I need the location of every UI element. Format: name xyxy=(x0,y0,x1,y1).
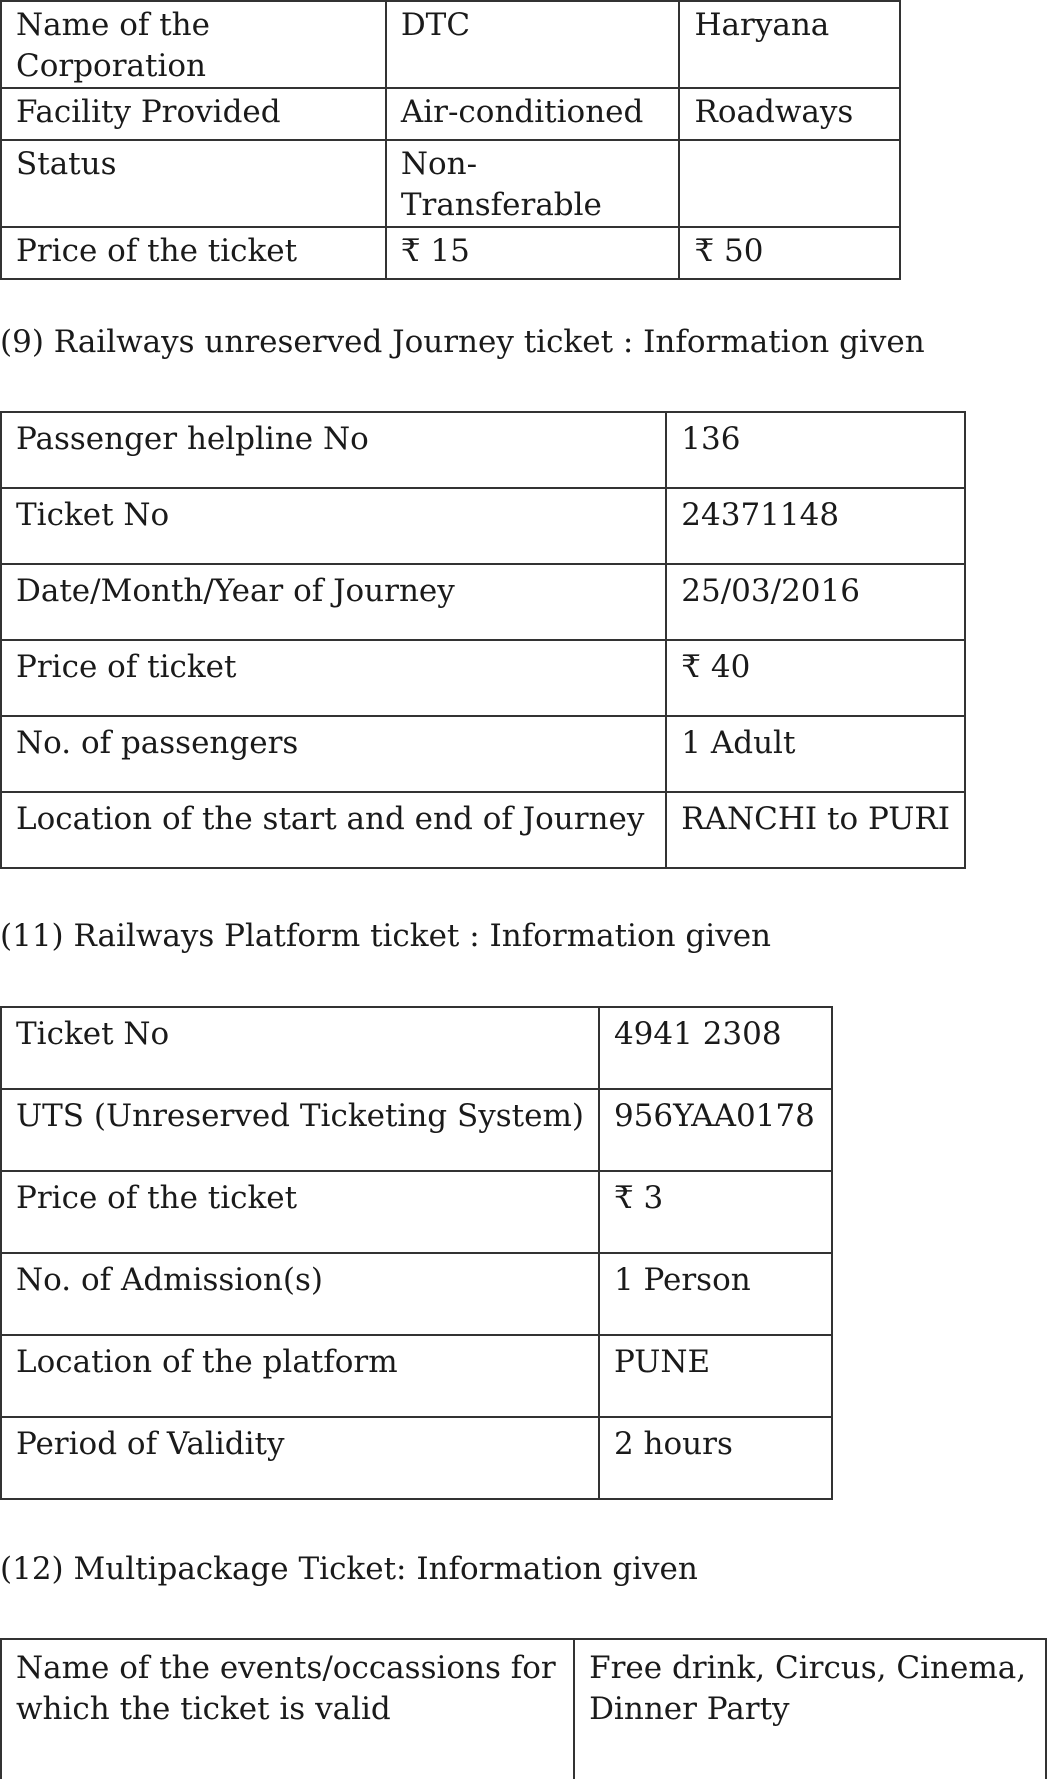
railway-journey-ticket-table xyxy=(0,411,966,869)
table-row xyxy=(1,1639,1046,1779)
section-9-caption: (9) Railways unreserved Journey ticket : Information given xyxy=(0,324,925,360)
corporation-table xyxy=(0,0,901,280)
table-cell: 4941 2308 xyxy=(599,1007,832,1089)
table-row xyxy=(1,564,965,640)
table-cell: Status xyxy=(1,140,386,227)
table-row xyxy=(1,640,965,716)
table-cell: ₹ 50 xyxy=(679,227,900,279)
table-cell: Roadways xyxy=(679,88,900,140)
table-cell: 2 hours xyxy=(599,1417,832,1499)
table-cell: Location of the platform xyxy=(1,1335,599,1417)
table-row xyxy=(1,1253,832,1335)
table-cell: 136 xyxy=(666,412,965,488)
section-11-caption: (11) Railways Platform ticket : Information given xyxy=(0,918,772,954)
table-cell: Ticket No xyxy=(1,1007,599,1089)
table-cell: No. of passengers xyxy=(1,716,666,792)
table-cell: Facility Provided xyxy=(1,88,386,140)
section-12-caption: (12) Multipackage Ticket: Information given xyxy=(0,1551,698,1587)
table-cell: Haryana xyxy=(679,1,900,88)
table-cell: Free drink, Circus, Cinema, Dinner Party xyxy=(574,1639,1046,1779)
table-row xyxy=(1,792,965,868)
table-row xyxy=(1,412,965,488)
table-cell: ₹ 3 xyxy=(599,1171,832,1253)
table-cell: 25/03/2016 xyxy=(666,564,965,640)
table-cell: 1 Adult xyxy=(666,716,965,792)
table-cell: 1 Person xyxy=(599,1253,832,1335)
table-row xyxy=(1,1335,832,1417)
table-row xyxy=(1,140,900,227)
platform-ticket-table xyxy=(0,1006,833,1500)
table-row xyxy=(1,1007,832,1089)
table-cell: Period of Validity xyxy=(1,1417,599,1499)
table-row xyxy=(1,1089,832,1171)
table-row xyxy=(1,88,900,140)
table-cell: RANCHI to PURI xyxy=(666,792,965,868)
table-cell: Location of the start and end of Journey xyxy=(1,792,666,868)
table-row xyxy=(1,1417,832,1499)
table-cell: Price of the ticket xyxy=(1,1171,599,1253)
table-row xyxy=(1,488,965,564)
table-row xyxy=(1,227,900,279)
table-cell: 24371148 xyxy=(666,488,965,564)
table-cell: ₹ 15 xyxy=(386,227,680,279)
table-cell: Air-conditioned xyxy=(386,88,680,140)
table-cell: Price of the ticket xyxy=(1,227,386,279)
table-cell xyxy=(679,140,900,227)
table-cell: ₹ 40 xyxy=(666,640,965,716)
table-cell: Price of ticket xyxy=(1,640,666,716)
table-cell: DTC xyxy=(386,1,680,88)
table-cell: UTS (Unreserved Ticketing System) xyxy=(1,1089,599,1171)
table-cell: Passenger helpline No xyxy=(1,412,666,488)
table-row xyxy=(1,1171,832,1253)
table-cell: PUNE xyxy=(599,1335,832,1417)
multipackage-ticket-table xyxy=(0,1638,1047,1779)
table-row xyxy=(1,1,900,88)
table-cell: Date/Month/Year of Journey xyxy=(1,564,666,640)
table-cell: 956YAA0178 xyxy=(599,1089,832,1171)
table-cell: Ticket No xyxy=(1,488,666,564)
table-cell: Name of the events/occassions for which the ticket is valid xyxy=(1,1639,574,1779)
table-row xyxy=(1,716,965,792)
table-cell: No. of Admission(s) xyxy=(1,1253,599,1335)
table-cell: Non- Transferable xyxy=(386,140,680,227)
table-cell: Name of the Corporation xyxy=(1,1,386,88)
